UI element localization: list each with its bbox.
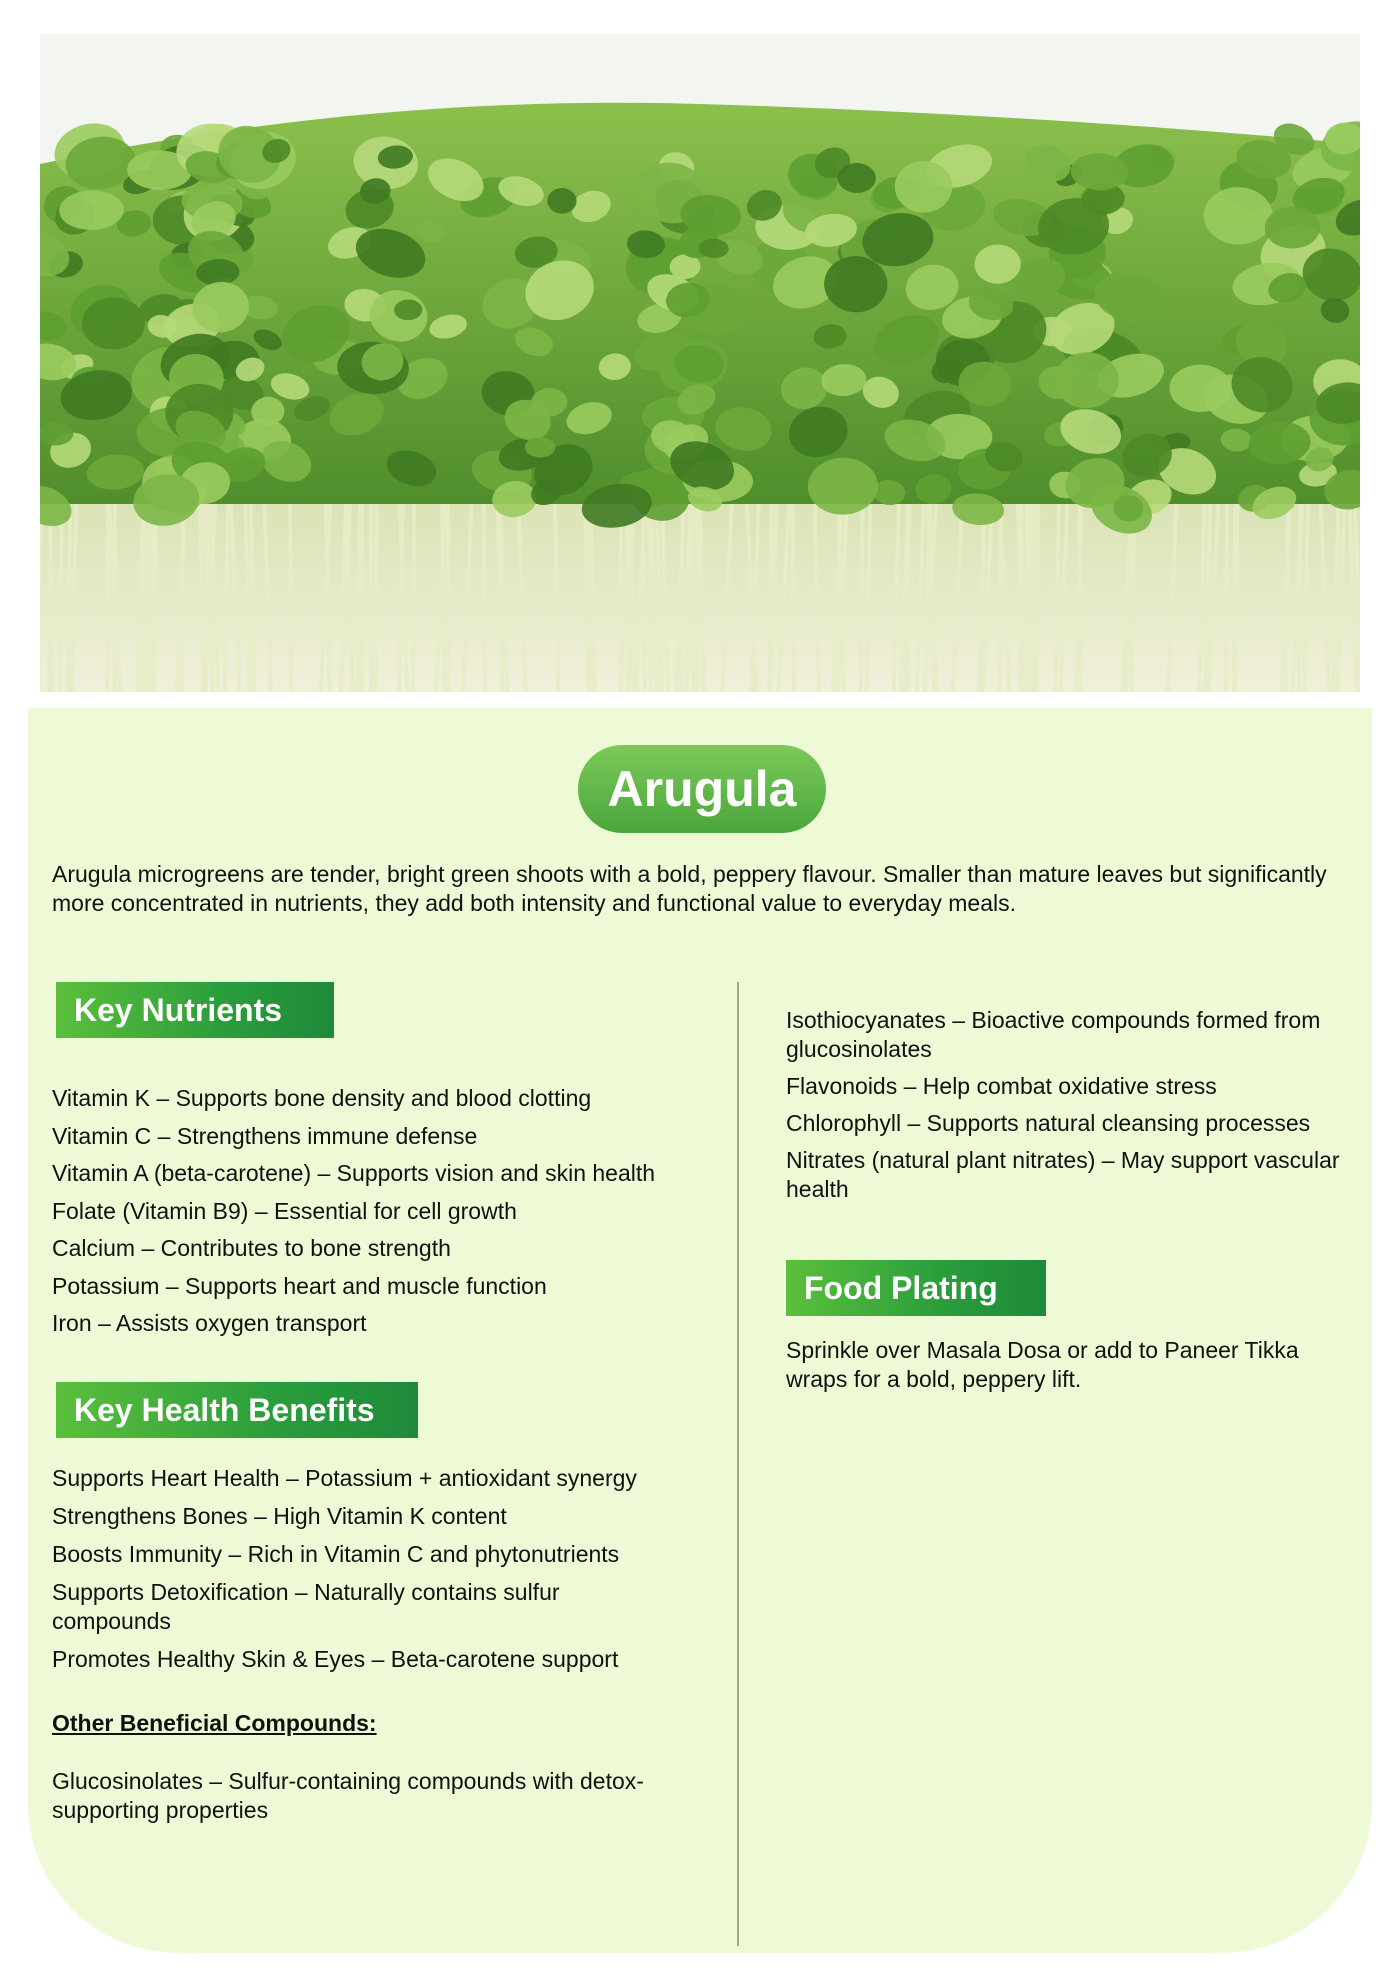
other-compounds-list [786, 1006, 1366, 1204]
column-divider [737, 982, 739, 1946]
product-title: Arugula [578, 745, 826, 833]
key-health-benefits-heading: Key Health Benefits [56, 1382, 418, 1438]
list-item: Isothiocyanates – Bioactive compounds formed from glucosinolates [786, 1007, 1321, 1062]
key-health-benefits-list [52, 1464, 652, 1674]
list-item: Iron – Assists oxygen transport [52, 1310, 367, 1336]
list-item: Boosts Immunity – Rich in Vitamin C and phytonutrients [52, 1541, 620, 1567]
microgreens-illustration [40, 34, 1360, 692]
list-item: Vitamin A (beta-carotene) – Supports vision and skin health [52, 1160, 656, 1186]
food-plating-text: Sprinkle over Masala Dosa or add to Paneer Tikka wraps for a bold, peppery lift. [786, 1337, 1299, 1392]
key-nutrients-list [52, 1080, 732, 1343]
list-item: Glucosinolates – Sulfur-containing compounds with detox-supporting properties [52, 1768, 644, 1823]
leaf-shape [1265, 207, 1320, 249]
list-item: Vitamin K – Supports bone density and blood clotting [52, 1085, 592, 1111]
food-plating-heading: Food Plating [786, 1260, 1046, 1316]
list-item: Calcium – Contributes to bone strength [52, 1235, 451, 1261]
list-item: Nitrates (natural plant nitrates) – May support vascular health [786, 1147, 1340, 1202]
list-item: Supports Heart Health – Potassium + antioxidant synergy [52, 1465, 637, 1491]
list-item: Strengthens Bones – High Vitamin K content [52, 1503, 507, 1529]
intro-paragraph: Arugula microgreens are tender, bright green shoots with a bold, peppery flavour. Smaller than mature leaves but significantly more concentrated in nutrients, they add both intensity and functional value to everyday meals. [52, 861, 1327, 916]
list-item: Vitamin C – Strengthens immune defense [52, 1122, 478, 1149]
list-item: Promotes Healthy Skin & Eyes – Beta-carotene support [52, 1646, 619, 1672]
list-item: Flavonoids – Help combat oxidative stress [786, 1073, 1217, 1099]
hero-image [40, 34, 1360, 692]
list-item: Folate (Vitamin B9) – Essential for cell growth [52, 1197, 517, 1224]
list-item: Supports Detoxification – Naturally contains sulfur compounds [52, 1579, 560, 1634]
key-nutrients-heading: Key Nutrients [56, 982, 334, 1038]
other-compounds-heading: Other Beneficial Compounds: [52, 1710, 377, 1736]
list-item: Chlorophyll – Supports natural cleansing processes [786, 1110, 1311, 1136]
list-item: Potassium – Supports heart and muscle function [52, 1272, 547, 1299]
